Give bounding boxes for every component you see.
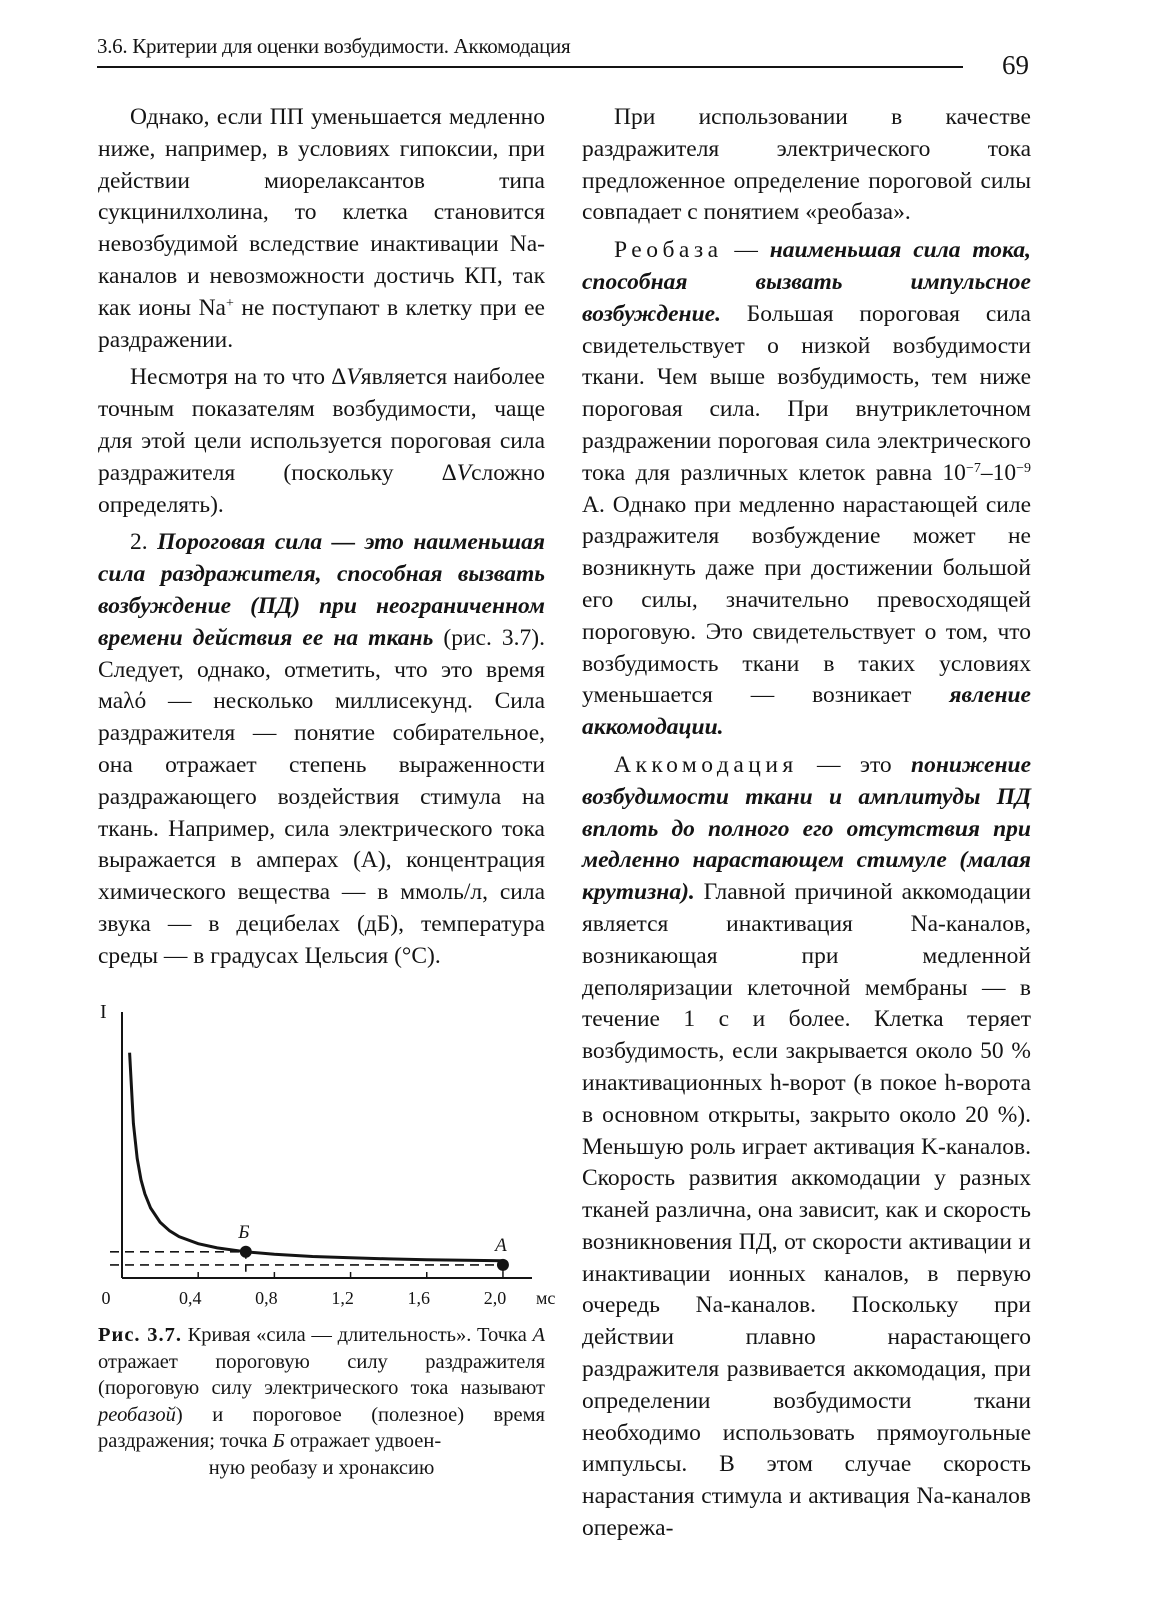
x-tick-label: 0 [101,1288,111,1308]
list-number: 2. [130,529,158,556]
point-Б [240,1246,252,1258]
caption-text: ) и пороговое (полезное) время раздражения; точка [98,1403,545,1452]
dash: — [722,237,770,264]
variable-v: V [456,459,472,486]
figure-caption [98,1322,545,1481]
dash: — это [797,751,912,778]
page-number: 69 [1002,50,1029,80]
point-А [497,1259,509,1271]
y-axis-label: I [100,1001,107,1023]
paragraph-text: –10 [980,459,1017,486]
right-column [582,102,1031,1545]
strength-duration-chart [90,996,560,1316]
paragraph-hypoxia [98,102,545,356]
italic-term: явление аккомодации. [582,682,1031,741]
exponent: −7 [965,460,981,476]
paragraph-text: Несмотря на то что Δ [130,364,347,391]
paragraph-rheobase [582,235,1031,744]
paragraph-text: Главной причиной аккомодации является инактивация Na-каналов, возникающая при медленной деполяризации клеточной мембраны — в течение 1 с и более. Клетка теряет возбудимость, если закрывается около 50 % инактивационных h-ворот (в покое h-ворота в основном открыты, закрыто около 20 %). Меньшую роль играет активация K-каналов. Скорость развития аккомодации у разных тканей различна, она зависит, как и скорость возникновения ПД, от скорости активации и инактивации ионных каналов, в первую очередь Na-каналов. Поскольку при действии плавно нарастающего раздражителя развивается аккомодация, при определении возбудимости ткани необходимо использовать прямоугольные импульсы. В этом случае скорость нарастания стимула и активация Na-каналов опережа- [582,879,1031,1542]
term-accommodation: Аккомодация [614,751,798,778]
caption-point-a: А [532,1324,545,1346]
x-axis-unit: мс [536,1288,556,1308]
caption-text: Кривая «сила — длительность». Точка [181,1324,533,1346]
left-column [98,102,545,973]
paragraph-text: Однако, если ПП уменьшается медленно ниже, например, в условиях гипоксии, при действии миорелаксантов типа сукцинилхолина, то клетка становится невозбудимой вследствие инактивации Na-каналов и невозможности достичь КП, так как ионы Na [98,104,545,321]
running-head: 3.6. Критерии для оценки возбудимости. Аккомодация [97,34,571,58]
caption-rheobase: реобазой [98,1403,176,1426]
paragraph-text: Большая пороговая сила свидетельствует о низкой возбудимости ткани. Чем выше возбудимость, тем ниже пороговая сила. При внутриклеточном раздражении пороговая сила электрического тока для различных клеток равна 10 [582,300,1031,486]
paragraph-threshold-force [98,527,545,972]
paragraph-text: А. Однако при медленно нарастающей силе раздражителя возбуждение может не возникнуть даже при достижении большой его силы, значительно превосходящей пороговую. Это свидетельствует о том, что возбудимость ткани в таких условиях уменьшается — возникает [582,491,1031,709]
x-tick-label: 2,0 [483,1288,507,1308]
paragraph-text: (рис. 3.7). Следует, однако, отметить, что это время маλό — несколько миллисекунд. Сила раздражителя — понятие собирательное, она отражает степень выраженности раздражающего воздействия стимула на ткань. Например, сила электрического тока выражается в амперах (А), концентрация химического вещества — в ммоль/л, сила звука — в децибелах (дБ), температура среды — в градусах Цельсия (°С). [98,624,545,969]
caption-text: отражает удвоен- [284,1430,442,1452]
definition-text: — это наименьшая сила раздражителя, способная вызвать возбуждение (ПД) при неограниченном времени действия ее на ткань [98,529,545,651]
strength-duration-curve [130,1053,503,1261]
term-threshold-force: Пороговая сила [157,529,323,556]
superscript-plus: + [226,295,234,311]
caption-text: отражает пороговую силу раздражителя (пороговую силу электрического тока называют [98,1350,545,1399]
paragraph-text: является наиболее точным показателям возбудимости, чаще для этой цели используется пороговая сила раздражителя (поскольку Δ [98,364,545,486]
paragraph-accommodation [582,750,1031,1545]
variable-v: V [346,364,361,391]
x-tick-label: 1,6 [407,1288,431,1308]
header-rule [97,66,963,68]
caption-text: ную реобазу и хронаксию [208,1456,435,1479]
definition-text: наименьшая сила тока, способная вызвать импульсное возбуждение. [582,237,1032,327]
x-tick-label: 1,2 [331,1288,354,1308]
paragraph-rheobase-intro: При использовании в качестве раздражителя электрического тока предложенное определение пороговой силы совпадает с понятием «реобаза». [582,104,1031,226]
x-tick-label: 0,8 [255,1288,278,1308]
paragraph-text: не поступают в клетку при ее раздражении. [98,294,545,353]
paragraph-text: сложно определять). [98,459,545,518]
figure-strength-duration [90,996,560,1316]
figure-label: Рис. 3.7. [98,1324,182,1346]
point-label-А: А [495,1234,507,1256]
caption-point-b: Б [272,1430,285,1452]
x-tick-label: 0,4 [178,1288,202,1308]
exponent: −9 [1016,460,1031,476]
term-rheobase: Реобаза [614,237,723,264]
definition-text: понижение возбудимости ткани и амплитуды ПД вплоть до полного его отсутствия при медленно нарастающем стимуле (малая крутизна). [582,751,1031,906]
point-label-Б: Б [238,1221,250,1243]
paragraph-delta-v [98,362,545,521]
